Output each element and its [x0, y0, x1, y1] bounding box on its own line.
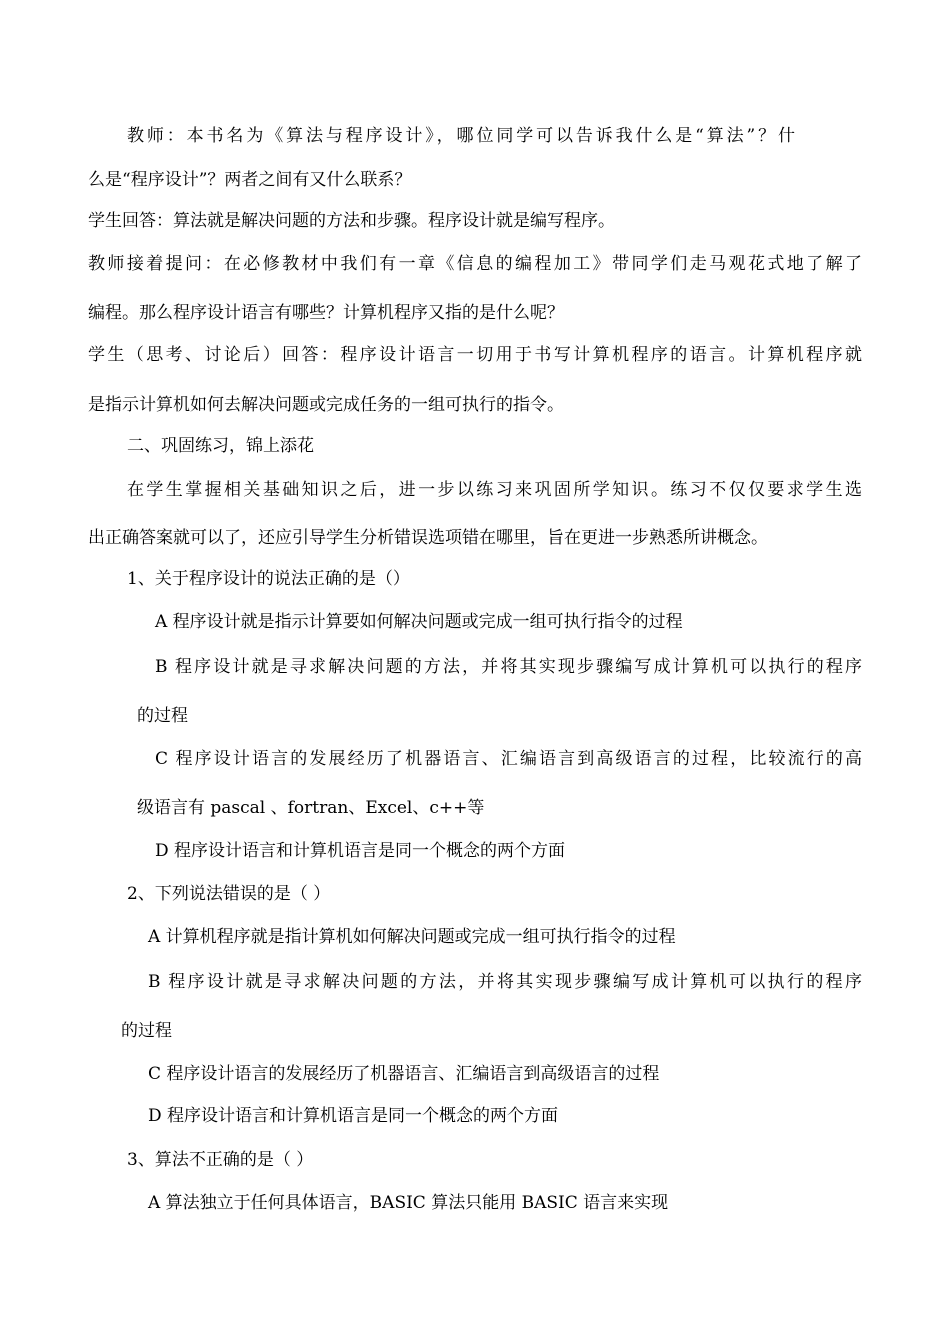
paragraph-line: 教师：本书名为《算法与程序设计》，哪位同学可以告诉我什么是“算法”？什	[127, 126, 795, 146]
paragraph-line: 在学生掌握相关基础知识之后，进一步以练习来巩固所学知识。练习不仅仅要求学生选	[127, 480, 862, 500]
option-line: 的过程	[121, 1021, 172, 1041]
option-line: A 计算机程序就是指计算机如何解决问题或完成一组可执行指令的过程	[148, 927, 676, 947]
question-3: 3、算法不正确的是（ ）	[127, 1150, 314, 1170]
paragraph-line: 是指示计算机如何去解决问题或完成任务的一组可执行的指令。	[88, 395, 564, 415]
paragraph-line: 教师接着提问：在必修教材中我们有一章《信息的编程加工》带同学们走马观花式地了解了	[88, 254, 862, 274]
option-line: D 程序设计语言和计算机语言是同一个概念的两个方面	[148, 1106, 559, 1126]
paragraph-line: 学生回答：算法就是解决问题的方法和步骤。程序设计就是编写程序。	[88, 211, 615, 231]
option-line: C 程序设计语言的发展经历了机器语言、汇编语言到高级语言的过程	[148, 1064, 660, 1084]
paragraph-line: 编程。那么程序设计语言有哪些？计算机程序又指的是什么呢？	[88, 303, 564, 323]
option-line: 级语言有 pascal 、fortran、Excel、c++等	[137, 798, 485, 818]
option-line: D 程序设计语言和计算机语言是同一个概念的两个方面	[155, 841, 566, 861]
option-line: B 程序设计就是寻求解决问题的方法，并将其实现步骤编写成计算机可以执行的程序	[155, 657, 862, 677]
paragraph-line: 学生（思考、讨论后）回答：程序设计语言一切用于书写计算机程序的语言。计算机程序就	[88, 345, 862, 365]
question-1: 1、关于程序设计的说法正确的是（）	[127, 569, 410, 589]
paragraph-line: 么是“程序设计”？两者之间有又什么联系？	[88, 170, 412, 190]
question-2: 2、下列说法错误的是（ ）	[127, 884, 331, 904]
option-line: 的过程	[137, 706, 188, 726]
option-line: A 程序设计就是指示计算要如何解决问题或完成一组可执行指令的过程	[155, 612, 683, 632]
paragraph-line: 出正确答案就可以了，还应引导学生分析错误选项错在哪里，旨在更进一步熟悉所讲概念。	[88, 528, 768, 548]
section-heading: 二、巩固练习，锦上添花	[127, 436, 314, 456]
option-line: B 程序设计就是寻求解决问题的方法，并将其实现步骤编写成计算机可以执行的程序	[148, 972, 862, 992]
option-line: A 算法独立于任何具体语言，BASIC 算法只能用 BASIC 语言来实现	[148, 1193, 669, 1213]
option-line: C 程序设计语言的发展经历了机器语言、汇编语言到高级语言的过程，比较流行的高	[155, 749, 862, 769]
